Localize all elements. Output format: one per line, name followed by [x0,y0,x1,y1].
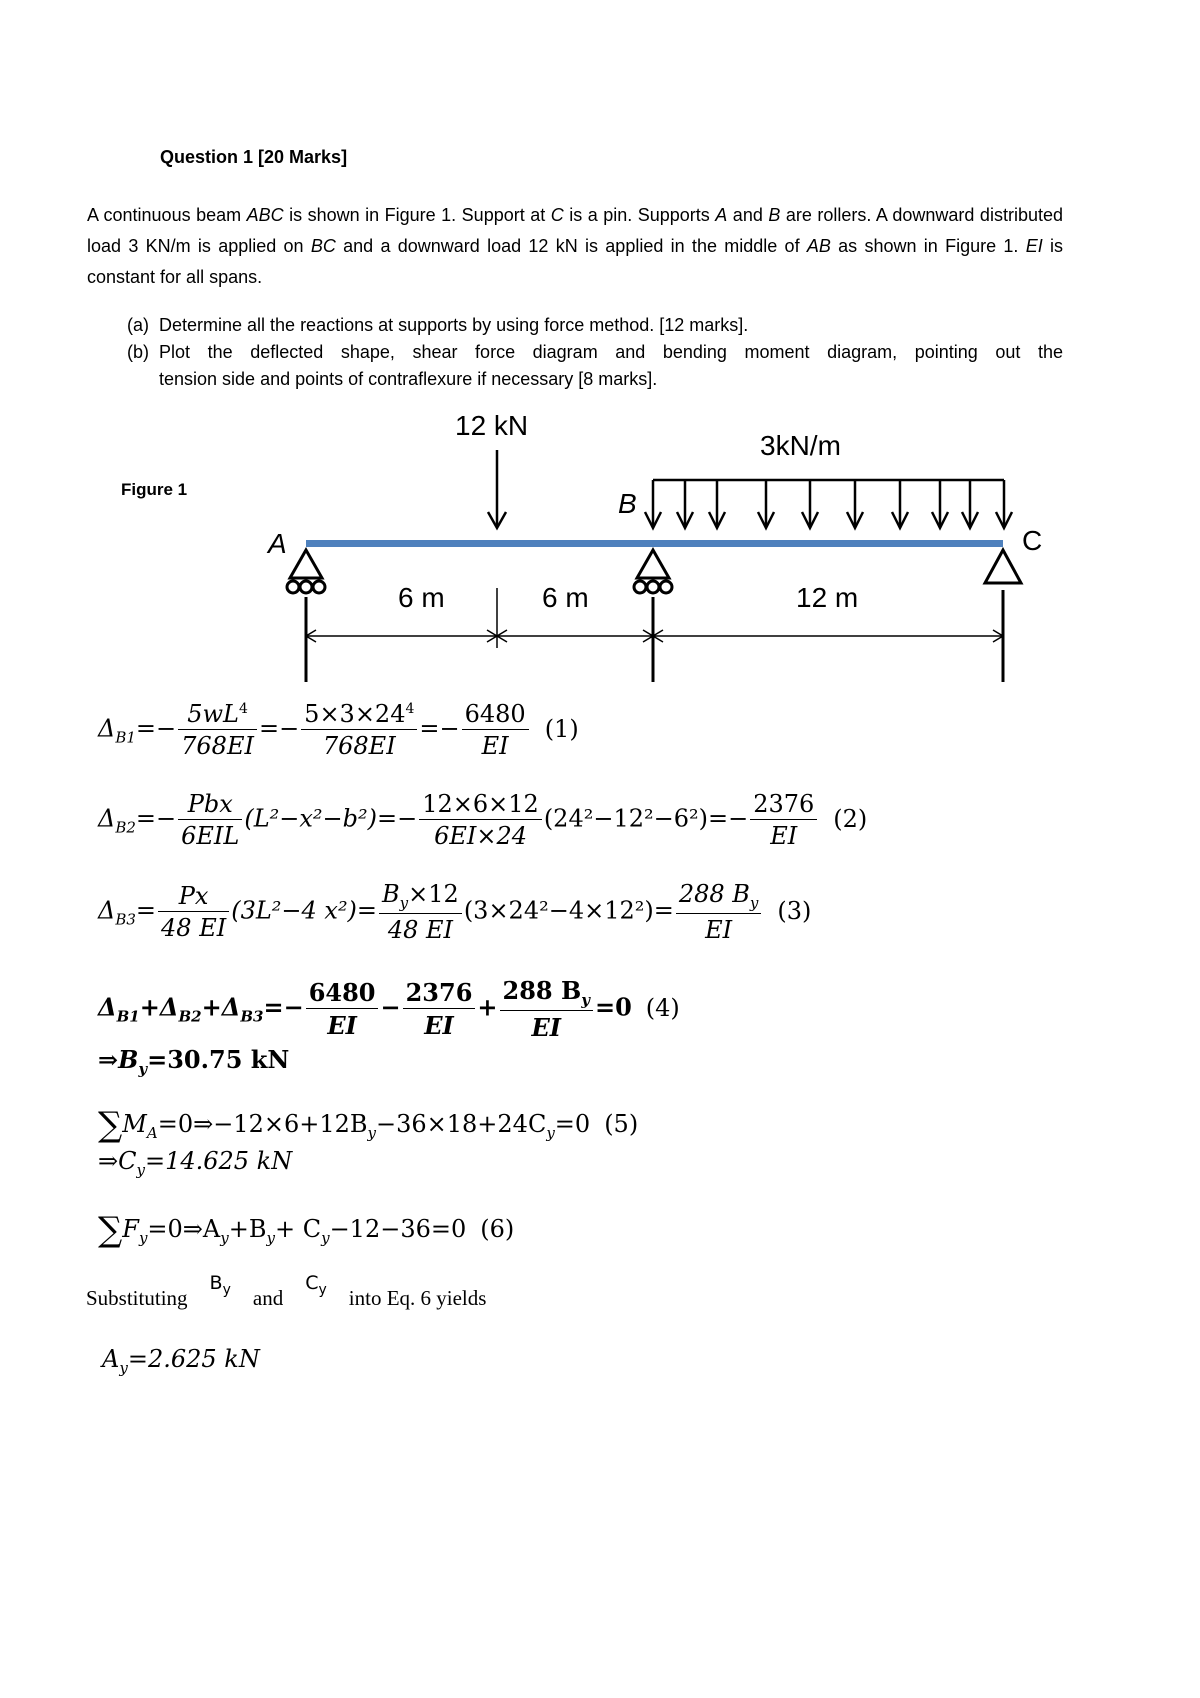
support-label-c: C [1022,525,1043,556]
beam-figure [0,400,1200,700]
result-by: $\Rightarrow B_y=30.75$ kN [98,1045,290,1078]
equation-6: $\sum F_y=0\Rightarrow A_y+B_y+ C_y-12-36=0$ (6) [98,1210,515,1250]
span-label-3: 12 m [796,582,859,613]
equation-3: $\Delta_{B3}=$ $\frac{Px}{48 EI}$ (3L²−4 x²)= $\frac{B_y\times 12}{48 EI}$ (3×24²−4×12²)= $\frac{288 B_y}{EI}$ (3) [98,880,812,944]
equation-4: $\Delta_{B1}+\Delta_{B2}+\Delta_{B3}=-$ $\frac{6480}{EI}$ − $\frac{2376}{EI}$ + $\frac{288 B_y}{EI}$ =0 (4) [98,976,680,1042]
task-a-label: (a) [127,315,149,335]
equation-5: $\sum M_A=0\Rightarrow-12\times 6+12B_y-36\times 18+24C_y=0$ (5) [98,1105,639,1145]
result-ay: $A_y=2.625$ kN [102,1345,260,1377]
span-label-1: 6 m [398,582,445,613]
roller-support-b [634,550,672,682]
question-heading: Question 1 [20 Marks] [160,147,348,167]
pin-support-c [985,550,1021,682]
support-label-b: B [618,488,637,519]
symbol-cy: $C_y$ [305,1272,327,1298]
point-load-arrow [488,450,506,528]
task-b-text: Plot the deflected shape, shear force diagram and bending moment diagram, pointing out the tension side and points of contraflexure if necessary [8 marks]. [159,342,1063,389]
distributed-load-arrows [645,480,1012,528]
beam [306,540,1003,547]
equation-2: $\Delta_{B2}=-$ $\frac{\text{Pbx}}{\text{6EIL}}$ (L²−x²−b²)=− $\frac{12\times 6\times 12}{6EI\times 24}$ (24²−12²−6²)=− $\frac{2376}{EI}$ (2) [98,790,868,850]
task-b-label: (b) [127,342,149,362]
problem-statement: A continuous beam ABC is shown in Figure 1. Support at C is a pin. Supports A and B are rollers. A downward distributed load 3 KN/m is applied on BC and a downward load 12 kN is applied in the middle of AB as shown in Figure 1. EI is constant for all spans. [87,205,1063,287]
task-list [87,312,1063,393]
task-a [87,312,1063,339]
span-label-2: 6 m [542,582,589,613]
substitution-line: SubstitutingB$_y$ andC$_y$ into Eq. 6 yields [86,1272,487,1310]
task-a-text: Determine all the reactions at supports by using force method. [12 marks]. [159,315,749,335]
figure-caption: Figure 1 [121,480,188,499]
support-label-a: A [268,528,287,559]
roller-support-a [287,550,325,682]
task-b [87,339,1063,393]
point-load-label: 12 kN [455,410,529,441]
symbol-by: $B_y$ [209,1272,231,1298]
equation-1: $\Delta_{B1}=-$ $\frac{5wL^4}{768EI}$ =− $\frac{5\times 3\times 24^4}{768EI}$ =− $\frac{6480}{EI}$ (1) [98,700,579,760]
distributed-load-label: 3kN/m [760,430,841,461]
result-cy: $\Rightarrow C_y=14.625$ kN [98,1147,293,1179]
